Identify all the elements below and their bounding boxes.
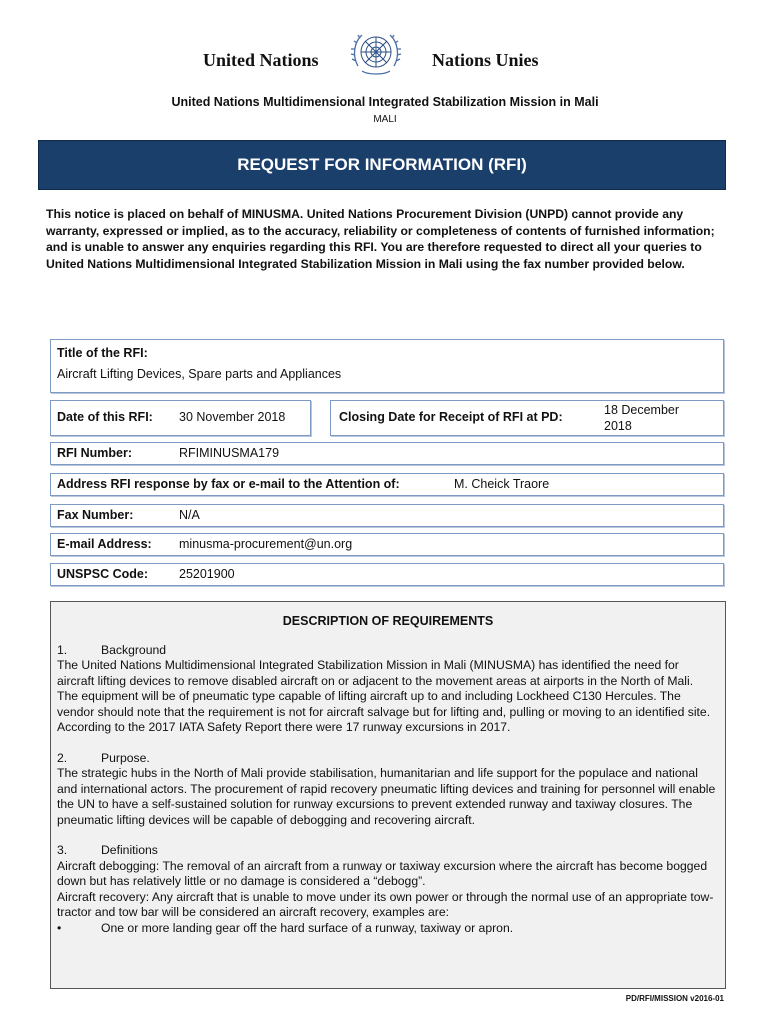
section-2-paragraph-1: The strategic hubs in the North of Mali provide stabilisation, humanitarian and life support for the populace and national and international actors. The procurement of rapid recovery pneumatic lifting devices and training for personnel will enable the UN to have a self-sustained solution for runway excursions to prevent extended runway and taxiway closures. The pneumatic lifting devices will be capable of debogging and recovering aircraft. [57,766,716,827]
description-title: DESCRIPTION OF REQUIREMENTS [282,614,494,628]
section-3-heading [57,843,717,859]
rfi-date-value: 30 November 2018 [179,410,286,424]
address-value: M. Cheick Traore [454,477,550,491]
section-3-paragraph-1: Aircraft debogging: The removal of an aircraft from a runway or taxiway excursion where the aircraft has become bogged down but has relatively little or no damage is considered a “debogg”. [57,858,708,888]
un-emblem-icon [350,28,402,80]
rfi-date-box [50,400,311,436]
email-box [50,533,724,556]
closing-date-label: Closing Date for Receipt of RFI at PD: [339,410,563,424]
footer-form-code: PD/RFI/MISSION v2016-01 [625,994,724,1003]
closing-date-value-line1: 18 December [604,403,680,417]
rfi-title-box [50,339,724,393]
section-1-title: Background [101,642,167,657]
notice-paragraph: This notice is placed on behalf of MINUSMA. United Nations Procurement Division (UNPD) cannot provide any warranty, expressed or implied, as to the accuracy, reliability or completeness of contents of furnished information; and is unable to answer any enquiries regarding this RFI. You are therefore requested to direct all your queries to United Nations Multidimensional Integrated Stabilization Mission in Mali using the fax number provided below. [46,207,715,271]
bullet-icon: • [57,920,62,935]
mission-name: United Nations Multidimensional Integrated Stabilization Mission in Mali [171,95,599,109]
section-1-paragraph-1: The United Nations Multidimensional Integrated Stabilization Mission in Mali (MINUSMA) has identified the need for aircraft lifting devices to remove disabled aircraft on or adjacent to the movement areas at airports in the North of Mali. The equipment will be of pneumatic type capable of lifting aircraft up to and including Lockheed C130 Hercules. The vendor should note that the requirement is not for aircraft salvage but for lifting and, pulling or moving to an identified site. [57,658,711,719]
fax-label: Fax Number: [57,508,134,522]
fax-value: N/A [179,508,200,522]
section-1-number: 1. [57,642,68,657]
section-2-number: 2. [57,750,68,765]
unspsc-label: UNSPSC Code: [57,567,148,581]
section-3-paragraph-2: Aircraft recovery: Any aircraft that is unable to move under its own power or through the normal use of an appropriate tow- tractor and tow bar will be considered an aircraft recovery, examples are: [57,889,714,919]
mission-country: MALI [373,114,397,125]
description-box [50,601,726,989]
section-2-heading [57,751,717,767]
closing-date-box [330,400,724,436]
address-box [50,473,724,496]
description-body [51,643,725,937]
section-3-number: 3. [57,843,68,857]
email-label: E-mail Address: [57,537,152,551]
section-1-paragraph-2: According to the 2017 IATA Safety Report there were 17 runway excursions in 2017. [57,720,511,734]
rfi-number-value: RFIMINUSMA179 [179,446,280,460]
email-value[interactable]: minusma-procurement@un.org [179,537,353,551]
unspsc-value: 25201900 [179,567,235,581]
rfi-banner-title: REQUEST FOR INFORMATION (RFI) [237,155,527,174]
section-3-title: Definitions [101,843,158,857]
address-label: Address RFI response by fax or e-mail to the Attention of: [57,477,400,491]
section-3-bullet-1-text: One or more landing gear off the hard surface of a runway, taxiway or apron. [101,920,514,935]
rfi-title-value: Aircraft Lifting Devices, Spare parts and Appliances [57,367,342,381]
closing-date-value-line2: 2018 [604,419,632,433]
section-1-heading [57,643,717,659]
section-3-bullet-1 [57,921,717,937]
rfi-title-label: Title of the RFI: [57,346,148,360]
rfi-date-label: Date of this RFI: [57,410,153,424]
rfi-banner [38,140,726,190]
closing-date-value [604,402,679,434]
rfi-number-label: RFI Number: [57,446,132,460]
rfi-number-box [50,442,724,465]
letterhead-nations-unies: Nations Unies [432,50,539,70]
section-2-title: Purpose. [101,750,150,765]
letterhead-united-nations: United Nations [203,50,319,70]
fax-box [50,504,724,527]
unspsc-box [50,563,724,586]
